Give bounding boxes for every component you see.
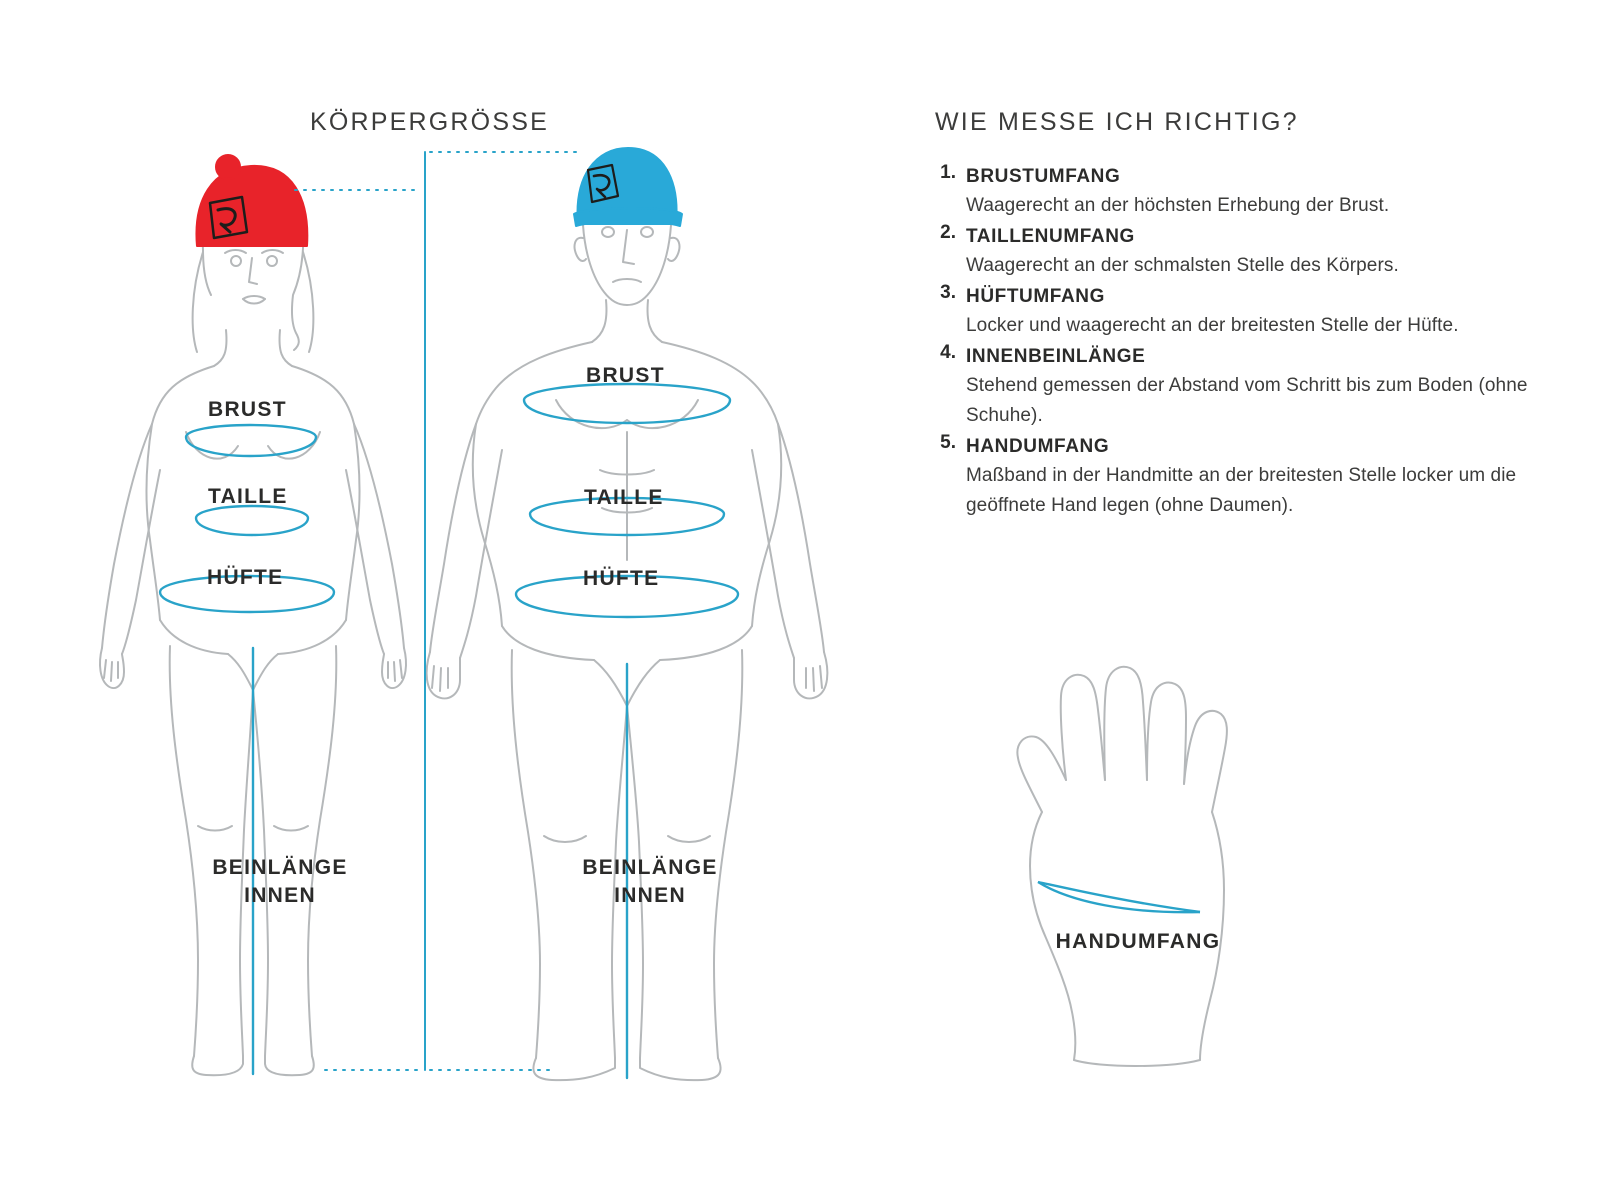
- step-description: Stehend gemessen der Abstand vom Schritt bis zum Boden (ohne Schuhe).: [966, 375, 1528, 426]
- male-inseam-label-line1: BEINLÄNGE: [582, 856, 718, 879]
- step-description: Locker und waagerecht an der breitesten Stelle der Hüfte.: [966, 315, 1459, 336]
- step-number: 5.: [940, 432, 956, 453]
- instructions-panel: [930, 0, 1600, 1200]
- list-item: [930, 222, 1550, 281]
- step-title: HÜFTUMFANG: [966, 286, 1105, 307]
- step-title: BRUSTUMFANG: [966, 166, 1121, 187]
- step-description: Waagerecht an der schmalsten Stelle des Körpers.: [966, 255, 1399, 276]
- list-item: [930, 282, 1550, 341]
- list-item: [930, 342, 1550, 431]
- female-inseam-label-line1: BEINLÄNGE: [212, 856, 348, 879]
- male-hip-label: HÜFTE: [583, 567, 660, 590]
- step-number: 2.: [940, 222, 956, 243]
- male-inseam-label-line2: INNEN: [614, 884, 686, 907]
- hand-illustration-wrapper: [870, 640, 1570, 1110]
- female-beanie-red: [196, 155, 307, 246]
- step-number: 1.: [940, 162, 956, 183]
- right-panel-title: WIE MESSE ICH RICHTIG?: [935, 108, 1299, 136]
- step-description: Maßband in der Handmitte an der breitesten Stelle locker um die geöffnete Hand legen (ohne Daumen).: [966, 465, 1517, 516]
- male-beanie-blue: [574, 148, 682, 226]
- step-title: HANDUMFANG: [966, 436, 1110, 457]
- step-number: 3.: [940, 282, 956, 303]
- list-item: [930, 432, 1550, 521]
- male-waist-label: TAILLE: [584, 486, 664, 509]
- measurement-steps-list: [930, 162, 1550, 522]
- list-item: [930, 162, 1550, 221]
- step-title: TAILLENUMFANG: [966, 226, 1135, 247]
- left-panel-title: KÖRPERGRÖSSE: [310, 108, 549, 136]
- step-number: 4.: [940, 342, 956, 363]
- hand-measure-label: HANDUMFANG: [1055, 930, 1221, 953]
- male-chest-label: BRUST: [586, 364, 665, 387]
- female-waist-label: TAILLE: [208, 485, 288, 508]
- step-description: Waagerecht an der höchsten Erhebung der Brust.: [966, 195, 1390, 216]
- female-chest-label: BRUST: [208, 398, 287, 421]
- female-hip-label: HÜFTE: [207, 566, 284, 589]
- hand-illustration: [870, 640, 1570, 1110]
- female-inseam-label-line2: INNEN: [244, 884, 316, 907]
- step-title: INNENBEINLÄNGE: [966, 346, 1146, 367]
